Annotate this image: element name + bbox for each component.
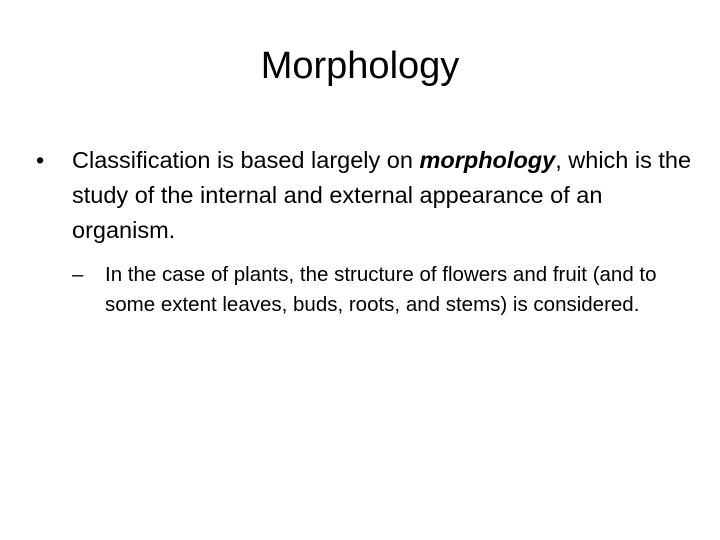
sub-bullet-list <box>72 260 696 320</box>
bullet-text-start: Classification is based largely on <box>72 147 420 173</box>
bullet-dot-icon: • <box>36 147 45 173</box>
sub-bullet-text: In the case of plants, the structure of flowers and fruit (and to some extent leaves, buds, roots, and stems) is considered. <box>105 263 657 316</box>
dash-icon: – <box>72 263 84 286</box>
bullet-item <box>36 143 696 320</box>
sub-bullet-item <box>72 260 696 320</box>
bullet-text-end: , which is the study of the internal and external appearance of an organism. <box>72 147 692 243</box>
emphasized-term: morphology <box>419 147 556 173</box>
slide-title: Morphology <box>260 45 460 87</box>
bullet-list <box>36 143 696 320</box>
